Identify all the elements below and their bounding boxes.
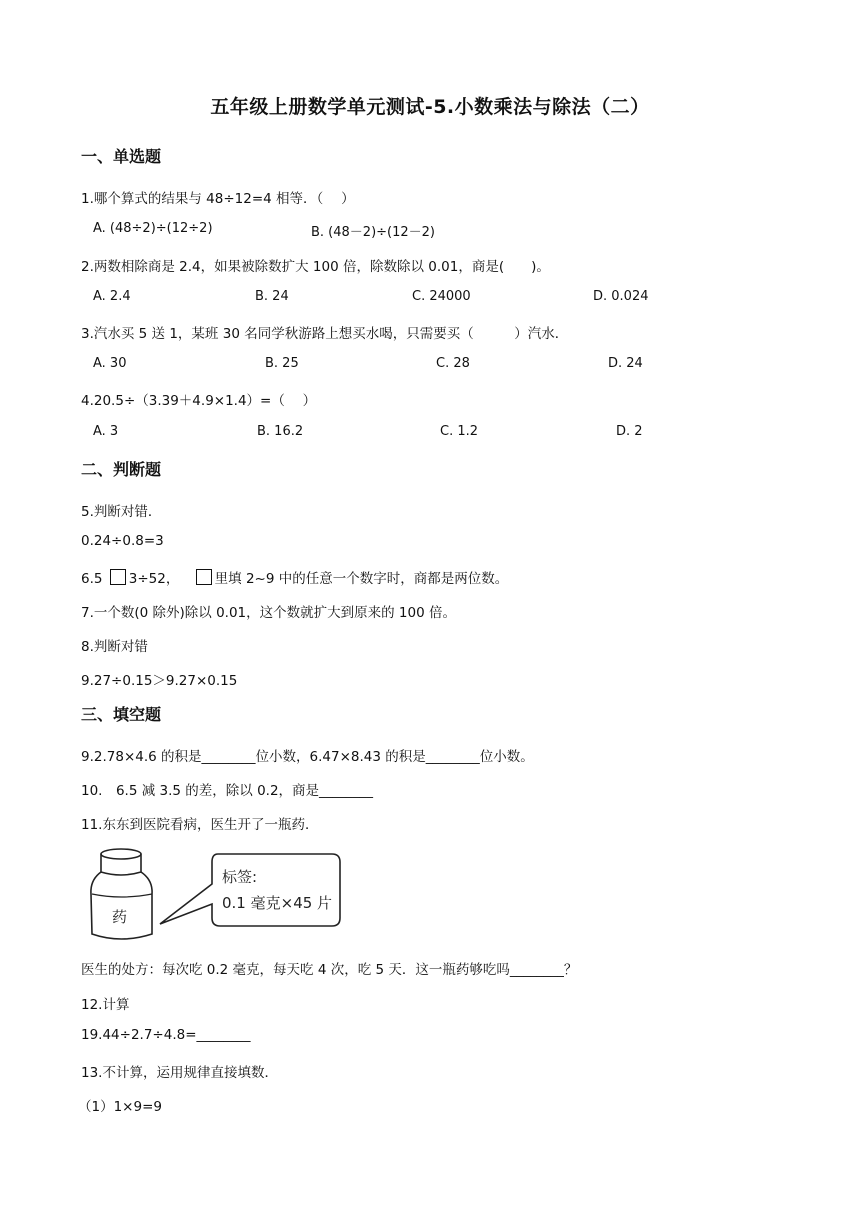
label-title: 标签: [222, 868, 258, 886]
question-8: 8.判断对错 [81, 639, 148, 655]
question-5-expression: 0.24÷0.8=3 [81, 533, 164, 549]
section-heading-fill-in: 三、填空题 [81, 705, 162, 724]
question-7: 7.一个数(0 除外)除以 0.01，这个数就扩大到原来的 100 倍。 [81, 605, 456, 621]
q1-option-a[interactable]: A. (48÷2)÷(12÷2) [93, 221, 213, 236]
question-10: 10. 6.5 减 3.5 的差，除以 0.2，商是________ [81, 783, 374, 799]
q1-option-b[interactable]: B. (48－2)÷(12－2) [311, 225, 435, 240]
q2-option-b[interactable]: B. 24 [255, 289, 289, 304]
q2-option-c[interactable]: C. 24000 [412, 289, 471, 304]
digit-box [196, 569, 212, 585]
page-title: 五年级上册数学单元测试-5.小数乘法与除法（二） [210, 96, 650, 118]
question-1: 1.哪个算式的结果与 48÷12=4 相等．（ ） [81, 191, 355, 207]
question-8-expression: 9.27÷0.15＞9.27×0.15 [81, 673, 238, 689]
question-12-expression: 19.44÷2.7÷4.8=________ [81, 1027, 251, 1043]
question-3: 3.汽水买 5 送 1，某班 30 名同学秋游路上想买水喝，只需要买（ ）汽水． [81, 326, 569, 342]
question-11-prescription: 医生的处方：每次吃 0.2 毫克，每天吃 4 次，吃 5 天．这一瓶药够吃吗________？ [81, 962, 578, 978]
q4-option-c[interactable]: C. 1.2 [440, 424, 479, 439]
label-content: 0.1 毫克×45 片 [222, 894, 333, 912]
question-9: 9.2.78×4.6 的积是________位小数，6.47×8.43 的积是________位小数。 [81, 749, 534, 765]
q2-option-d[interactable]: D. 0.024 [593, 289, 649, 304]
question-2: 2.两数相除商是 2.4，如果被除数扩大 100 倍，除数除以 0.01，商是( )。 [81, 259, 550, 275]
question-11: 11.东东到医院看病，医生开了一瓶药． [81, 817, 319, 833]
q3-option-b[interactable]: B. 25 [265, 356, 299, 371]
section-heading-true-false: 二、判断题 [81, 460, 162, 479]
q4-option-d[interactable]: D. 2 [616, 424, 643, 439]
q3-option-d[interactable]: D. 24 [608, 356, 643, 371]
q2-option-a[interactable]: A. 2.4 [93, 289, 131, 304]
q4-option-b[interactable]: B. 16.2 [257, 424, 304, 439]
q6-text-middle: 3÷52， [128, 571, 180, 587]
question-13-part-1: （1）1×9=9 [78, 1099, 162, 1115]
q4-option-a[interactable]: A. 3 [93, 424, 119, 439]
question-13: 13.不计算，运用规律直接填数． [81, 1065, 278, 1081]
digit-box [110, 569, 126, 585]
speech-bubble [160, 854, 340, 926]
q6-text-end: 里填 2~9 中的任意一个数字时，商都是两位数。 [214, 571, 509, 587]
question-4: 4.20.5÷（3.39＋4.9×1.4）=（ ） [81, 393, 317, 409]
question-5: 5.判断对错． [81, 504, 162, 520]
section-heading-single-choice: 一、单选题 [81, 147, 162, 166]
medicine-bottle-illustration [84, 842, 346, 946]
question-12: 12.计算 [81, 997, 130, 1013]
q6-text-start: 6.5 [81, 571, 103, 587]
q3-option-a[interactable]: A. 30 [93, 356, 127, 371]
q3-option-c[interactable]: C. 28 [436, 356, 470, 371]
bottle-label-text: 药 [112, 908, 128, 926]
question-6 [81, 567, 508, 587]
